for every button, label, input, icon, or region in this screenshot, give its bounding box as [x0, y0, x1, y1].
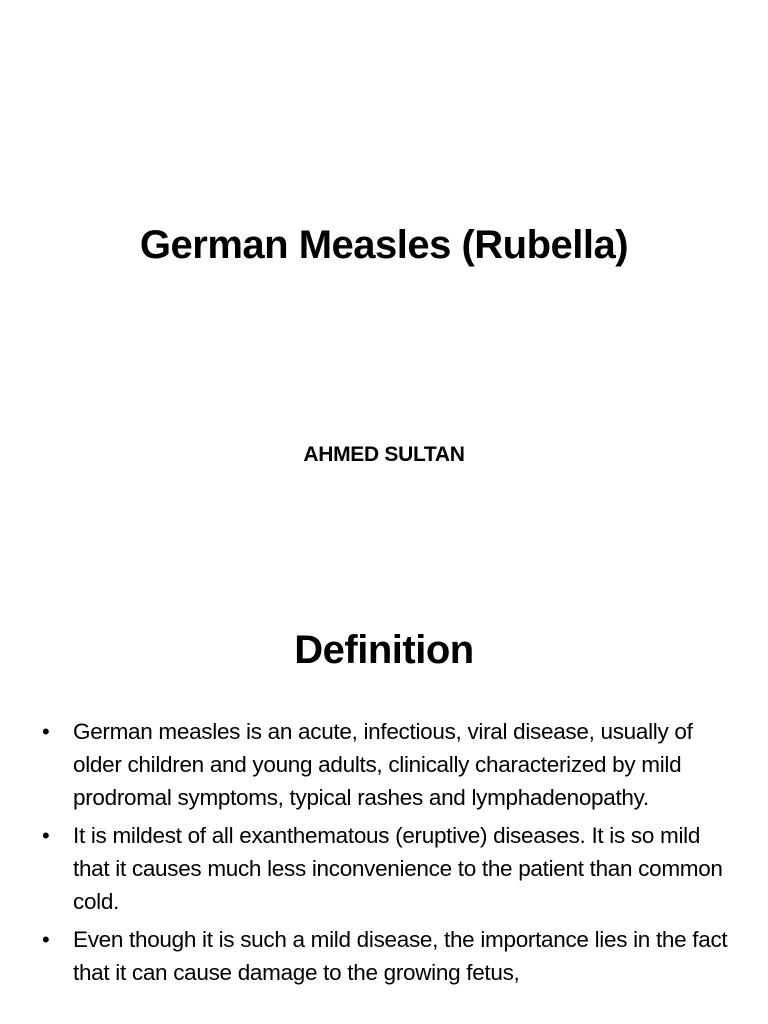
bullet-text: It is mildest of all exanthematous (eruptive) diseases. It is so mild that it causes much less inconvenience to the patient than common cold.: [73, 823, 723, 914]
presentation-title: German Measles (Rubella): [139, 223, 629, 267]
bullet-item: [42, 923, 732, 989]
bullet-item: [42, 715, 732, 814]
bullet-text: Even though it is such a mild disease, the importance lies in the fact that it can cause damage to the growing fetus,: [73, 927, 728, 985]
bullet-icon: •: [42, 927, 50, 952]
bullet-text: German measles is an acute, infectious, viral disease, usually of older children and young adults, clinically characterized by mild prodromal symptoms, typical rashes and lymphadenopathy.: [73, 719, 693, 810]
bullet-icon: •: [42, 823, 50, 848]
bullet-icon: •: [42, 719, 50, 744]
definition-heading: Definition: [294, 628, 474, 672]
definition-bullet-list: [42, 715, 732, 994]
author-name: AHMED SULTAN: [303, 443, 465, 466]
bullet-item: [42, 819, 732, 918]
